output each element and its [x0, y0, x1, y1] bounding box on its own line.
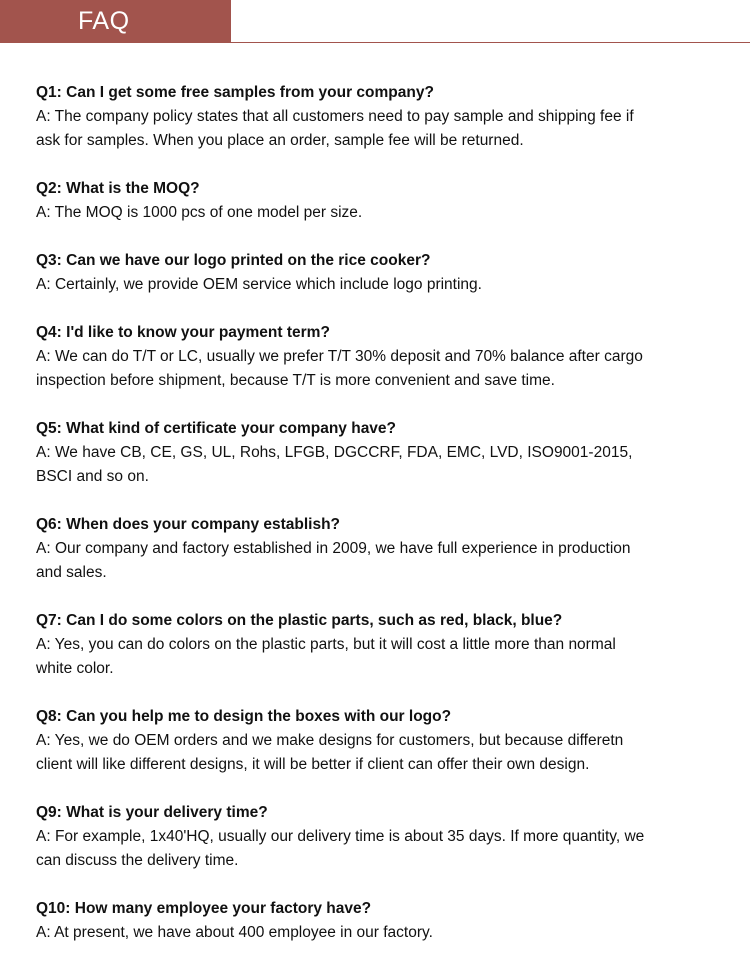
faq-header	[0, 0, 750, 44]
faq-answer	[36, 273, 726, 297]
header-tab	[0, 0, 231, 43]
faq-question: Q7: Can I do some colors on the plastic parts, such as red, black, blue?	[36, 612, 563, 629]
answer-line: inspection before shipment, because T/T is more convenient and save time.	[36, 372, 555, 389]
answer-line: A: For example, 1x40'HQ, usually our delivery time is about 35 days. If more quantity, we	[36, 828, 645, 845]
answer-line: BSCI and so on.	[36, 468, 149, 485]
faq-item-9	[36, 801, 726, 873]
answer-line: A: We can do T/T or LC, usually we prefer T/T 30% deposit and 70% balance after cargo	[36, 348, 643, 365]
faq-item-1	[36, 81, 726, 153]
faq-item-5	[36, 417, 726, 489]
answer-line: A: The company policy states that all customers need to pay sample and shipping fee if	[36, 108, 634, 125]
faq-question: Q10: How many employee your factory have?	[36, 900, 372, 917]
answer-line: ask for samples. When you place an order, sample fee will be returned.	[36, 132, 524, 149]
faq-question: Q6: When does your company establish?	[36, 516, 341, 533]
faq-answer	[36, 105, 726, 153]
faq-answer	[36, 729, 726, 777]
answer-line: white color.	[36, 660, 114, 677]
faq-question: Q4: I'd like to know your payment term?	[36, 324, 330, 341]
faq-answer	[36, 201, 726, 225]
page-title: FAQ	[78, 7, 130, 35]
answer-line: and sales.	[36, 564, 107, 581]
faq-answer	[36, 537, 726, 585]
faq-question: Q2: What is the MOQ?	[36, 180, 200, 197]
faq-question: Q1: Can I get some free samples from your company?	[36, 84, 434, 101]
faq-answer	[36, 633, 726, 681]
faq-item-6	[36, 513, 726, 585]
faq-answer	[36, 345, 726, 393]
faq-question: Q5: What kind of certificate your company have?	[36, 420, 397, 437]
answer-line: A: Yes, you can do colors on the plastic parts, but it will cost a little more than normal	[36, 636, 616, 653]
faq-item-2	[36, 177, 726, 225]
faq-item-7	[36, 609, 726, 681]
faq-item-3	[36, 249, 726, 297]
faq-question: Q9: What is your delivery time?	[36, 804, 268, 821]
answer-line: can discuss the delivery time.	[36, 852, 239, 869]
answer-line: A: The MOQ is 1000 pcs of one model per size.	[36, 204, 363, 221]
faq-item-4	[36, 321, 726, 393]
answer-line: A: Our company and factory established in 2009, we have full experience in production	[36, 540, 631, 557]
faq-answer	[36, 825, 726, 873]
faq-question: Q3: Can we have our logo printed on the rice cooker?	[36, 252, 431, 269]
faq-item-8	[36, 705, 726, 777]
faq-item-10	[36, 897, 726, 945]
faq-answer	[36, 441, 726, 489]
answer-line: A: We have CB, CE, GS, UL, Rohs, LFGB, DGCCRF, FDA, EMC, LVD, ISO9001-2015,	[36, 444, 633, 461]
faq-list	[36, 81, 726, 969]
answer-line: A: At present, we have about 400 employee in our factory.	[36, 924, 433, 941]
answer-line: A: Yes, we do OEM orders and we make designs for customers, but because differetn	[36, 732, 624, 749]
answer-line: A: Certainly, we provide OEM service which include logo printing.	[36, 276, 482, 293]
header-divider	[0, 42, 750, 43]
faq-question: Q8: Can you help me to design the boxes with our logo?	[36, 708, 452, 725]
answer-line: client will like different designs, it will be better if client can offer their own design.	[36, 756, 590, 773]
faq-answer	[36, 921, 726, 945]
